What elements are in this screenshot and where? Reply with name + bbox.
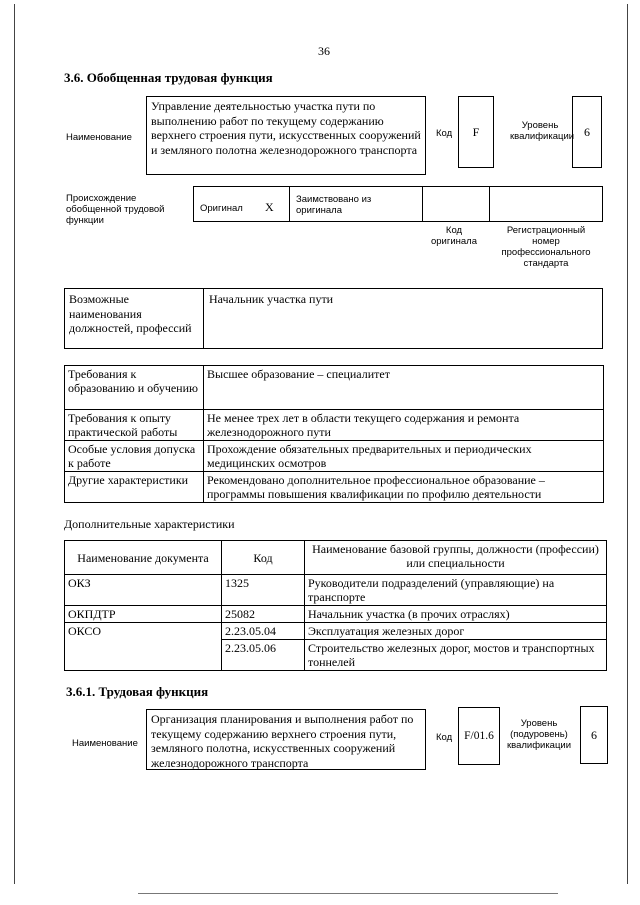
table-cell: 25082 xyxy=(222,606,305,623)
level-box: 6 xyxy=(572,96,602,168)
level-label: Уровень (подуровень) квалификации xyxy=(506,718,572,751)
origin-label: Происхождение обобщенной трудовой функции xyxy=(66,193,165,226)
divider xyxy=(422,187,423,222)
column-header: Наименование базовой группы, должности (профессии) или специальности xyxy=(305,541,607,575)
code-original-label: Код оригинала xyxy=(430,225,477,247)
positions-box xyxy=(64,288,603,349)
table-row xyxy=(65,606,607,623)
original-mark: X xyxy=(265,200,274,214)
requirement-label: Требования к опыту практической работы xyxy=(65,410,204,441)
positions-label: Возможные наименования должностей, профессий xyxy=(69,292,192,335)
table-row xyxy=(65,541,607,575)
divider xyxy=(489,187,490,222)
positions-value: Начальник участка пути xyxy=(209,292,334,306)
bottom-rule xyxy=(138,893,558,894)
table-cell: ОКСО xyxy=(65,623,222,671)
table-row xyxy=(65,623,607,640)
original-label: Оригинал xyxy=(200,203,243,214)
table-row xyxy=(65,575,607,606)
divider xyxy=(203,289,204,349)
level-box: 6 xyxy=(580,706,608,764)
page-number: 36 xyxy=(318,44,330,58)
table-cell: Эксплуатация железных дорог xyxy=(305,623,607,640)
code-label: Код xyxy=(436,128,453,139)
requirement-value: Прохождение обязательных предварительных и периодических медицинских осмотров xyxy=(204,441,604,472)
level-label: Уровень квалификации xyxy=(510,120,575,142)
requirement-label: Другие характеристики xyxy=(65,472,204,503)
additional-title: Дополнительные характеристики xyxy=(64,517,235,531)
table-cell: ОКЗ xyxy=(65,575,222,606)
requirement-label: Требования к образованию и обучению xyxy=(65,366,204,410)
code-label: Код xyxy=(436,732,453,743)
section-title: 3.6. Обобщенная трудовая функция xyxy=(64,70,273,85)
reg-number-label: Регистрационный номер профессионального стандарта xyxy=(501,225,591,269)
table-cell: 1325 xyxy=(222,575,305,606)
table-cell: 2.23.05.04 xyxy=(222,623,305,640)
requirement-value: Высшее образование – специалитет xyxy=(204,366,604,410)
table-cell: Начальник участка (в прочих отраслях) xyxy=(305,606,607,623)
requirements-table xyxy=(64,365,604,503)
column-header: Наименование документа xyxy=(65,541,222,575)
code-box: F xyxy=(458,96,494,168)
requirement-value: Не менее трех лет в области текущего содержания и ремонта железнодорожного пути xyxy=(204,410,604,441)
table-row xyxy=(65,472,604,503)
divider xyxy=(289,187,290,222)
requirement-label: Особые условия допуска к работе xyxy=(65,441,204,472)
function-name-box: Организация планирования и выполнения работ по текущему содержанию верхнего строения пути, земляного полотна, искусственных сооружений железнодорожного транспорта xyxy=(146,709,426,770)
name-label: Наименование xyxy=(72,738,138,749)
column-header: Код xyxy=(222,541,305,575)
origin-box xyxy=(193,186,603,222)
code-box: F/01.6 xyxy=(458,707,500,765)
table-row xyxy=(65,410,604,441)
table-cell: Руководители подразделений (управляющие) на транспорте xyxy=(305,575,607,606)
requirement-value: Рекомендовано дополнительное профессиональное образование – программы повышения квалификации по профилю деятельности xyxy=(204,472,604,503)
table-cell: 2.23.05.06 xyxy=(222,640,305,671)
subsection-title: 3.6.1. Трудовая функция xyxy=(66,684,209,699)
table-cell: Строительство железных дорог, мостов и транспортных тоннелей xyxy=(305,640,607,671)
table-row xyxy=(65,441,604,472)
function-name-box: Управление деятельностью участка пути по выполнению работ по текущему содержанию верхнего строения пути, искусственных сооружений и земляного полотна железнодорожного транспорта xyxy=(146,96,426,175)
table-cell: ОКПДТР xyxy=(65,606,222,623)
table-row xyxy=(65,366,604,410)
borrowed-label: Заимствовано из оригинала xyxy=(296,194,372,216)
additional-table xyxy=(64,540,607,671)
name-label: Наименование xyxy=(66,132,132,143)
